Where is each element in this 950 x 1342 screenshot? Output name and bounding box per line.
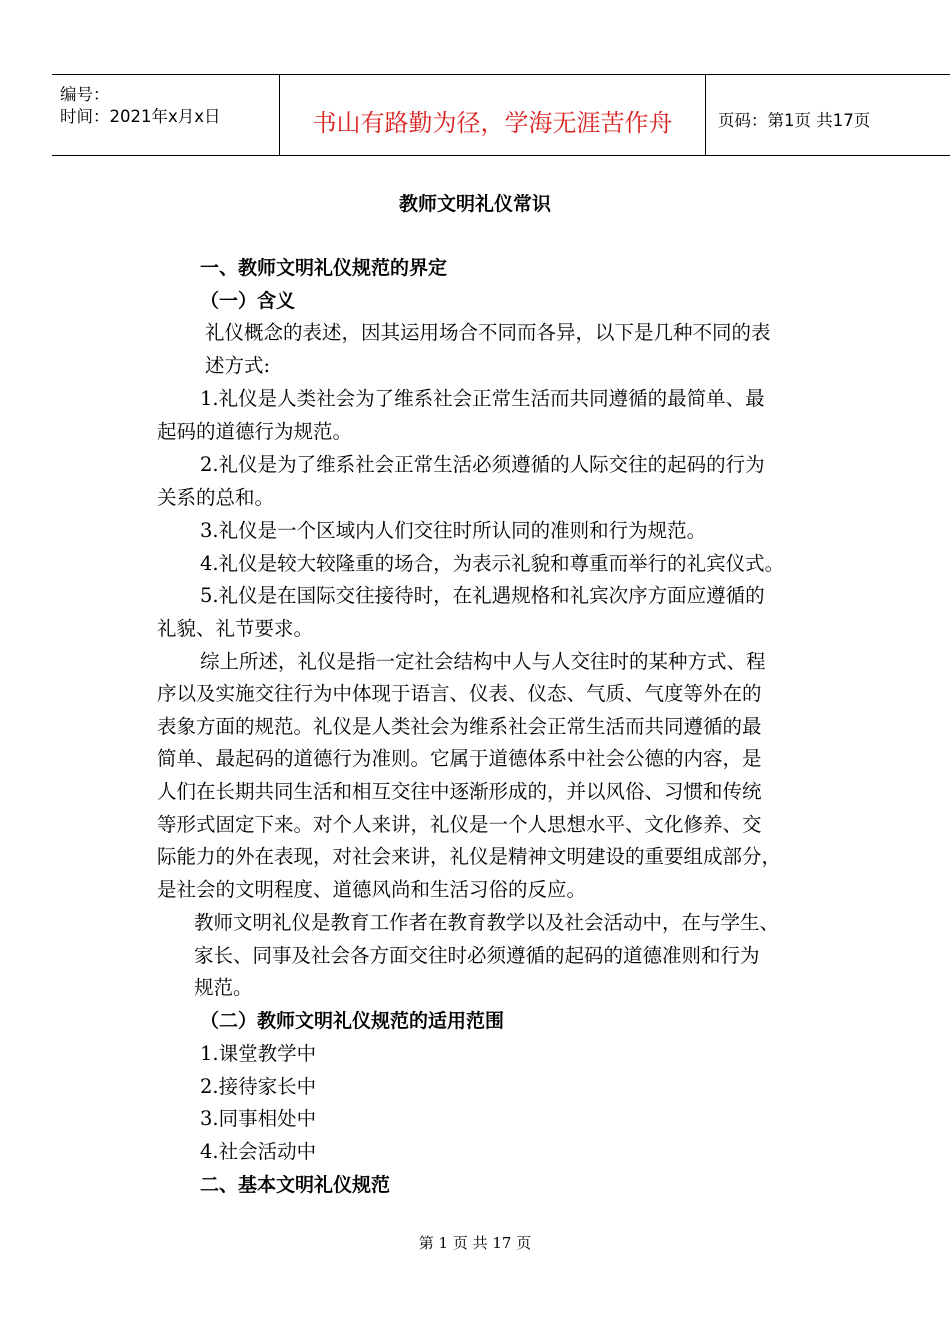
page-code-label: 页码：第1页 共17页 — [718, 111, 871, 130]
summary-line-8: 是社会的文明程度、道德风尚和生活习俗的反应。 — [157, 878, 587, 901]
summary-line-5: 人们在长期共同生活和相互交往中逐渐形成的，并以风俗、习惯和传统 — [157, 780, 762, 803]
definition-1-line-2: 起码的道德行为规范。 — [157, 420, 353, 443]
section2-heading: 二、基本文明礼仪规范 — [200, 1174, 391, 1196]
definition-2-line-1: 2.礼仪是为了维系社会正常生活必须遵循的人际交往的起码的行为 — [200, 453, 765, 476]
summary-line-7: 际能力的外在表现，对社会来讲，礼仪是精神文明建设的重要组成部分， — [157, 845, 782, 868]
definition-4: 4.礼仪是较大较隆重的场合，为表示礼貌和尊重而举行的礼宾仪式。 — [200, 552, 785, 575]
document-title: 教师文明礼仪常识 — [398, 193, 551, 215]
scope-item-2: 2.接待家长中 — [200, 1075, 317, 1098]
document-header — [52, 74, 950, 156]
definition-3: 3.礼仪是一个区域内人们交往时所认同的准则和行为规范。 — [200, 519, 707, 542]
scope-item-3: 3.同事相处中 — [200, 1107, 317, 1130]
section1-heading: 一、教师文明礼仪规范的界定 — [200, 257, 448, 279]
document-time-label: 时间：2021年x月x日 — [60, 107, 221, 126]
sub1-heading: （一）含义 — [200, 290, 296, 312]
page-footer: 第 1 页 共 17 页 — [418, 1234, 532, 1252]
intro-line-2: 述方式: — [205, 354, 271, 377]
header-motto-cell — [280, 75, 706, 155]
document-number-label: 编号： — [60, 85, 110, 104]
teacher-definition-line-1: 教师文明礼仪是教育工作者在教育教学以及社会活动中，在与学生、 — [194, 911, 780, 934]
definition-1-line-1: 1.礼仪是人类社会为了维系社会正常生活而共同遵循的最简单、最 — [200, 387, 765, 410]
summary-line-4: 简单、最起码的道德行为准则。它属于道德体系中社会公德的内容，是 — [157, 747, 762, 770]
teacher-definition-line-2: 家长、同事及社会各方面交往时必须遵循的起码的道德准则和行为 — [194, 944, 760, 967]
definition-5-line-2: 礼貌、礼节要求。 — [157, 617, 314, 640]
summary-line-2: 序以及实施交往行为中体现于语言、仪表、仪态、气质、气度等外在的 — [157, 682, 762, 705]
motto-text: 书山有路勤为径，学海无涯苦作舟 — [312, 109, 673, 137]
scope-item-1: 1.课堂教学中 — [200, 1042, 317, 1065]
summary-line-3: 表象方面的规范。礼仪是人类社会为维系社会正常生活而共同遵循的最 — [157, 715, 762, 738]
definition-5-line-1: 5.礼仪是在国际交往接待时，在礼遇规格和礼宾次序方面应遵循的 — [200, 584, 765, 607]
scope-item-4: 4.社会活动中 — [200, 1140, 317, 1163]
sub2-heading: （二）教师文明礼仪规范的适用范围 — [200, 1010, 505, 1032]
header-info-cell — [52, 75, 280, 155]
definition-2-line-2: 关系的总和。 — [157, 486, 275, 509]
summary-line-6: 等形式固定下来。对个人来讲，礼仪是一个人思想水平、文化修养、交 — [157, 813, 762, 836]
header-page-cell — [706, 75, 950, 155]
intro-line-1: 礼仪概念的表述，因其运用场合不同而各异，以下是几种不同的表 — [205, 321, 771, 344]
teacher-definition-line-3: 规范。 — [194, 976, 253, 999]
summary-line-1: 综上所述，礼仪是指一定社会结构中人与人交往时的某种方式、程 — [200, 650, 766, 673]
